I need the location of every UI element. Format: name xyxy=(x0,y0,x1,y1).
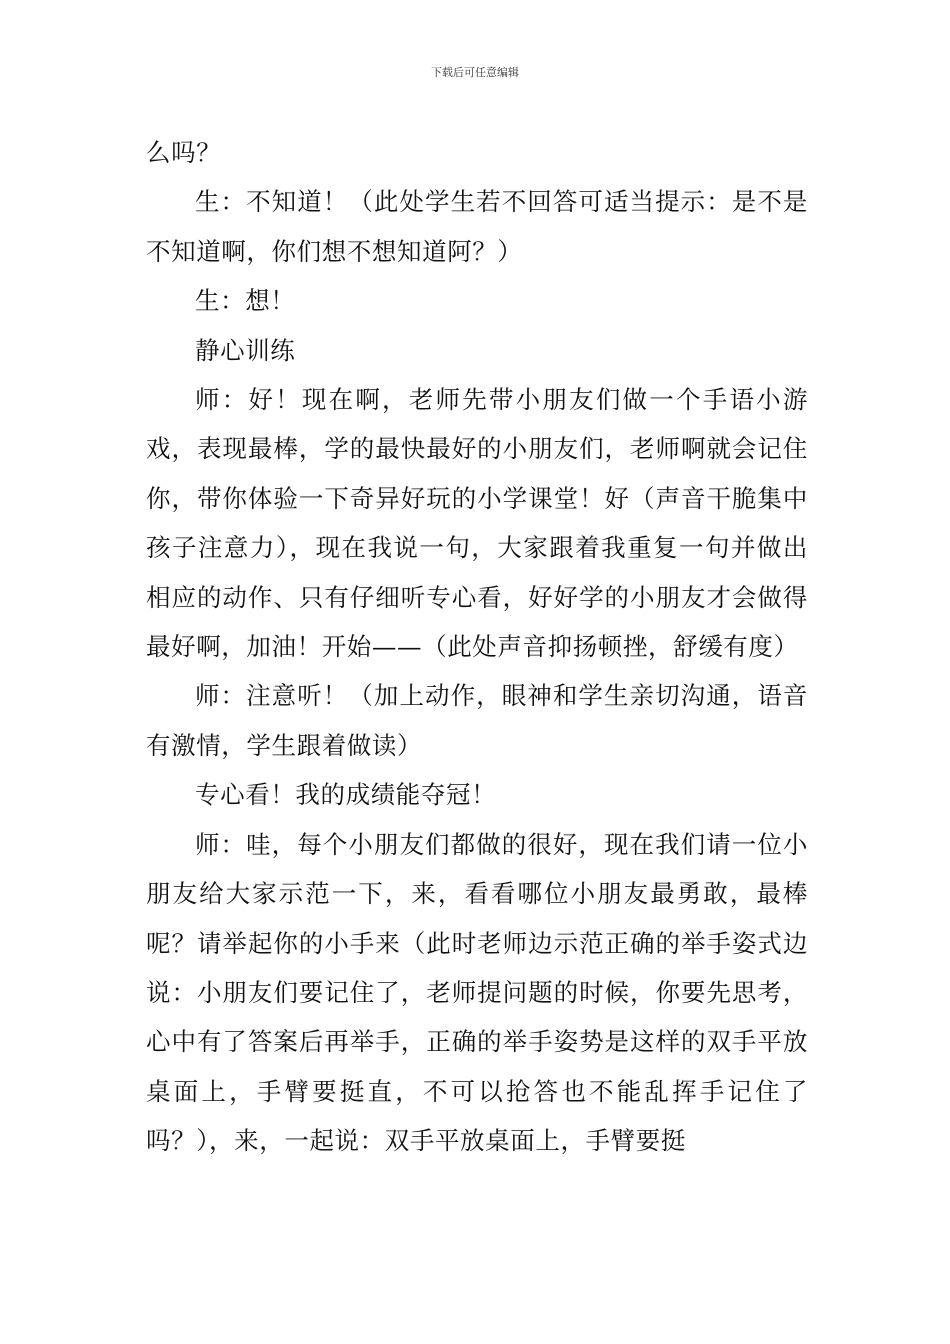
paragraph-continuation: 么吗？ xyxy=(146,138,222,167)
paragraph-teacher-game: 师：好！现在啊，老师先带小朋友们做一个手语小游戏，表现最棒，学的最快最好的小朋友们，老师啊就会记住你，带你体验一下奇异好玩的小学课堂！好（声音干脆集中孩子注意力），现在我说一句，大家跟着我重复一句并做出相应的动作、只有仔细听专心看，好好学的小朋友才会做得最好啊，加油！开始——（此处声音抑扬顿挫，舒缓有度） xyxy=(146,385,808,662)
paragraph-student-want: 生：想！ xyxy=(195,286,296,316)
section-heading: 静心训练 xyxy=(195,335,296,365)
page-header-note: 下载后可任意编辑 xyxy=(431,66,519,79)
paragraph-teacher-listen: 师：注意听！（加上动作，眼神和学生亲切沟通，语音有激情，学生跟着做读） xyxy=(146,681,808,760)
document-body xyxy=(146,128,808,1166)
paragraph-teacher-demo: 师：哇，每个小朋友们都做的很好，现在我们请一位小朋友给大家示范一下，来，看看哪位小朋友最勇敢，最棒呢？请举起你的小手来（此时老师边示范正确的举手姿式边说：小朋友们要记住了，老师提问题的时候，你要先思考，心中有了答案后再举手，正确的举手姿势是这样的双手平放桌面上，手臂要挺直，不可以抢答也不能乱挥手记住了吗？），来，一起说：双手平放桌面上，手臂要挺 xyxy=(146,829,808,1156)
paragraph-chant: 专心看！我的成绩能夺冠！ xyxy=(195,780,497,810)
paragraph-student-reply: 生：不知道！（此处学生若不回答可适当提示：是不是不知道啊，你们想不想知道阿？） xyxy=(146,187,808,266)
